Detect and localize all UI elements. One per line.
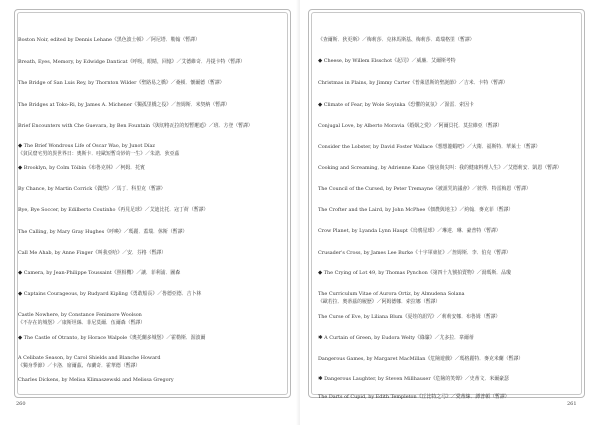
book-entry [18,101,268,109]
book-entry [18,36,268,44]
book-entry-text: Dangerous Laughter, by Steven Millhauser《危險的笑聲》／史蒂文．米爾豪瑟 [324,376,509,382]
book-entry-line: Cooking and Screaming, by Adrienne Kane《廚房與尖叫：我的健康料理人生》／艾德莉安．凱恩（暫譯） [318,165,562,171]
book-entry [318,313,568,321]
book-entry [18,311,268,327]
book-entry-line: By Chance, by Martin Corrick《偶然》／馬丁．科里克（暫譯） [18,186,166,192]
book-entry-line: A Celibate Season, by Carol Shields and Blanche Howard [18,355,161,361]
book-entry-line [24,291,202,297]
book-entry-line [324,102,474,108]
book-entry-text: A Curtain of Green, by Eudora Welty《綠簾》／尤多拉．韋爾蒂 [324,335,474,341]
book-entry-line: The Crofter and the Laird, by John McPhee《佃農與地主》／約翰．麥克菲（暫譯） [318,207,514,213]
book-entry [318,206,568,214]
book-entry [318,57,568,65]
book-entry-line [324,58,456,64]
book-entry-line [324,376,509,382]
book-entry [318,185,568,193]
book-entry-line: Call Me Ahab, by Anne Finger《叫我亞哈》／安．芬格（暫譯） [18,250,167,256]
book-entry [318,36,568,44]
book-entry [18,79,268,87]
book-entry [318,375,568,383]
book-entry-line [324,335,474,341]
book-entry-line: Dangerous Games, by Margaret MacMillan《危險遊戲》／瑪格麗特．麥克米蘭（暫譯） [318,356,524,362]
book-entry-line: Brief Encounters with Che Guevara, by Ben Fountain《與切格瓦拉的短暫邂逅》／班．方登（暫譯） [18,123,253,129]
diamond-marker-icon: ◆ [318,102,323,108]
book-entry [18,164,268,172]
book-entry-line: Conjugal Love, by Alberto Moravia《婚姻之愛》／阿爾貝托．莫拉維亞（暫譯） [318,123,503,129]
book-entry-line: Charles Dickens, by Melisa Klimaszewski and Melissa Gregory [18,377,174,383]
book-entry [18,206,268,214]
book-entry-text: Cheese, by Willem Elsschot《起司》／威廉．艾爾斯考特 [323,58,456,64]
book-entry [18,376,268,384]
book-entry [18,142,268,158]
diamond-marker-icon: ◆ [318,58,323,64]
book-entry-line: 《貧民窟宅男的異世界日：奧斯卡．哇歐短暫奇妙的一生》／朱諾．狄亞茲 [18,151,180,157]
diamond-marker-icon: ◆ [318,270,323,276]
book-entry-line: Breath, Eyes, Memory, by Edwidge Danticat《呼吸，眼睛，回憶》／艾德維奇．丹提卡特（暫譯） [18,59,245,65]
book-entry-line: Crow Planet, by Lyanda Lynn Haupt《烏鴉星球》／琳達．琳．豪普特（暫譯） [318,228,501,234]
book-entry-line [24,335,206,341]
diamond-marker-icon: ◆ [18,291,23,297]
book-entry [18,122,268,130]
book-entry [318,143,568,151]
book-entry-text: The Castle of Otranto, by Horace Walpole《奧托蘭多城堡》／霍勒斯．渥波爾 [23,335,206,341]
book-entry-line: The Council of the Cursed, by Peter Tremayne《被詛咒的議會》／彼得．特雷梅恩（暫譯） [318,186,531,192]
book-entry [318,290,568,306]
book-entry-line [24,143,155,149]
book-entry-text: Climate of Fear, by Wole Soyinka《恐懼的氣氛》／渥雷．索因卡 [323,102,474,108]
book-entry-text: The Brief Wondrous Life of Oscar Wao, by Junot Díaz [23,143,155,149]
asterisk-marker-icon: ✱ [318,376,323,382]
right-page-number: 261 [567,401,577,407]
book-entry-line: Crusader's Cross, by James Lee Burke《十字軍東征》／詹姆斯．李．伯克（暫譯） [318,250,511,256]
book-entry [318,164,568,172]
book-entry [318,249,568,257]
left-page-number: 260 [16,401,26,407]
diamond-marker-icon: ◆ [18,165,23,171]
book-entry-line: Boston Noir, edited by Dennis Lehane《黑色波士頓》／阿尼塔．勒翰（暫譯） [18,37,200,43]
book-entry-text: The Crying of Lot 49, by Thomas Pynchon《第四十九號拍賣物》／湯瑪斯．品瓊 [323,270,511,276]
book-entry-line: 《查爾斯．狄更斯》／梅莉莎．克林馬斯基、梅莉莎．葛瑞格里（暫譯） [318,37,475,43]
book-entry [318,227,568,235]
book-entry-line: The Curse of Eve, by Liliana Blum《夏娃的詛咒》／莉莉安娜．布魯姆（暫譯） [318,314,501,320]
asterisk-marker-icon: ✱ [318,335,323,341]
book-entry-line: The Bridges at Toko-Ri, by James A. Michener《獨孤里橋之役》／詹姆斯．米契納（暫譯） [18,102,230,108]
book-entry [318,101,568,109]
book-entry [318,79,568,87]
right-page [300,0,600,425]
book-entry-line: Consider the Lobster, by David Foster Wallace《想想龍蝦吧》／大衛．福斯特．華萊士（暫譯） [318,144,541,150]
book-entry [18,228,268,236]
book-entry [318,269,568,277]
book-entry [318,334,568,342]
book-entry-line [24,165,145,171]
book-entry-line: 《獨身季節》／卡洛．席爾茲、布蘭奇．霍華德（暫譯） [18,363,141,369]
book-entry [18,354,268,370]
book-entry [18,290,268,298]
book-entry [318,393,568,401]
book-entry-text: Brooklyn, by Colm Tóibín《布魯克林》／柯姆．托賓 [23,165,145,171]
book-entry-line: 《歐若拉．奧蒂茲的履歷》／阿姆德娜．索拉娜（暫譯） [318,299,441,305]
book-entry [18,185,268,193]
diamond-marker-icon: ◆ [18,335,23,341]
book-entry [318,122,568,130]
book-entry-text: Captains Courageous, by Rudyard Kipling《勇敢船長》／魯德亞德．吉卜林 [23,291,202,297]
diamond-marker-icon: ◆ [18,270,23,276]
book-entry [18,58,268,66]
book-entry [18,249,268,257]
book-entry-line: The Darts of Cupid, by Edith Templeton《丘比特之弓》／愛蒂絲．譚普頓（暫譯） [318,394,510,400]
book-entry-line [24,270,180,276]
book-entry-line: The Bridge of San Luis Rey, by Thornton Wilder《聖路易之橋》／桑頓．懷爾德（暫譯） [18,80,225,86]
diamond-marker-icon: ◆ [18,143,23,149]
book-entry-line: Bye, Bye Soccer, by Edilberto Coutinho《再見足球》／艾迪比托．寇丁荷（暫譯） [18,207,209,213]
book-entry-line: The Calling, by Mary Gray Hughes《呼喚》／瑪麗．蓋瑞．休斯（暫譯） [18,229,188,235]
book-entry [318,355,568,363]
book-entry-line [324,270,511,276]
book-entry [18,269,268,277]
book-entry-line: The Curriculum Vitae of Aurora Ortiz, by Almudena Solana [318,291,465,297]
book-entry-line: Castle Nowhere, by Constance Fenimore Woolson [18,312,142,318]
book-entry-line: Christmas in Plains, by Jimmy Carter《普萊恩斯的聖誕節》／吉米．卡特（暫譯） [318,80,508,86]
book-entry-text: Camera, by Jean-Philippe Toussaint《照相機》／讓．菲利浦．圖森 [23,270,181,276]
book-entry-line: 《不存在的城堡》／康斯坦絲．菲尼莫爾．伍爾森（暫譯） [18,320,146,326]
book-entry [18,334,268,342]
